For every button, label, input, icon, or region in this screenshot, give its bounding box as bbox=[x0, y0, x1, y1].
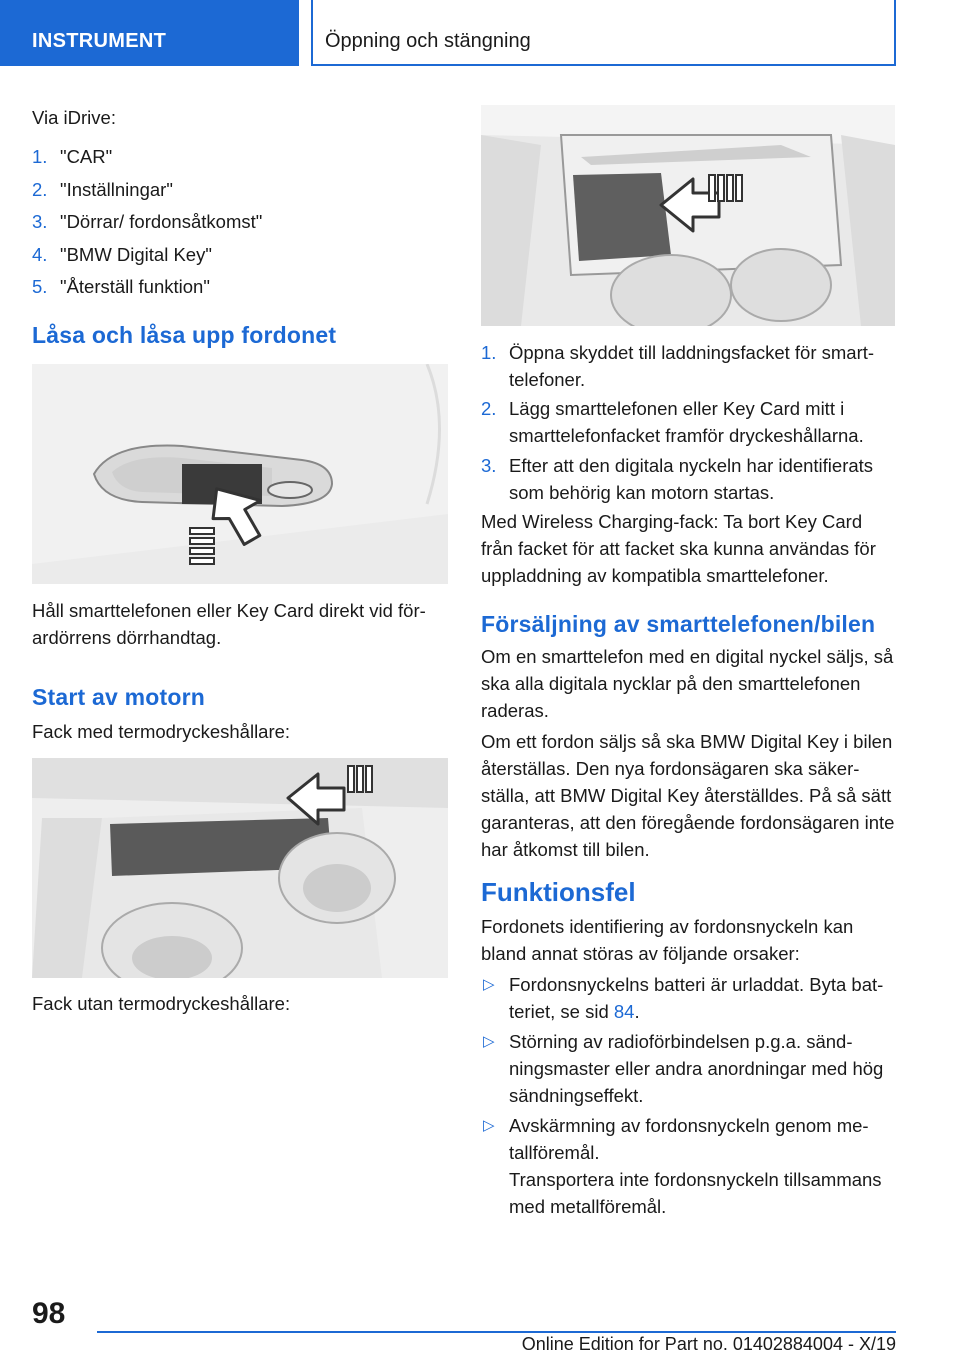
header-chapter-box bbox=[311, 0, 896, 66]
bullet-period: . bbox=[634, 1001, 640, 1022]
paragraph-sale-vehicle: Om ett fordon säljs så ska BMW Digital Key i bilen återställas. Den nya fordonsägaren ska säkerställa, att BMW Digital Key återställdes. På så sätt garanteras, att den föregående fordonsägaren inte har åtkomst till bilen. bbox=[481, 731, 895, 860]
list-item bbox=[481, 971, 895, 1025]
list-item bbox=[481, 339, 895, 393]
step-number: 1. bbox=[32, 146, 48, 167]
step-text: "Dörrar/ fordonsåtkomst" bbox=[60, 211, 263, 232]
step-number: 4. bbox=[32, 244, 48, 265]
list-item bbox=[32, 273, 448, 300]
bullet-text: Fordonsnyckelns batteri är urladdat. Byta batteriet, se sid bbox=[509, 974, 884, 1022]
page-number: 98 bbox=[32, 1297, 66, 1330]
step-text: Lägg smarttelefonen eller Key Card mitt i smarttelefonfacket framför dryckeshållarna. bbox=[509, 398, 864, 446]
step-number: 3. bbox=[32, 211, 48, 232]
bullet-text: Avskärmning av fordonsnyckeln genom metallföremål. bbox=[509, 1115, 869, 1163]
step-number: 3. bbox=[481, 455, 497, 476]
charging-tray-illustration bbox=[481, 105, 895, 326]
step-number: 1. bbox=[481, 342, 497, 363]
step-number: 2. bbox=[32, 179, 48, 200]
section-title: INSTRUMENT bbox=[32, 30, 167, 52]
paragraph-wireless-charging: Med Wireless Charging-fack: Ta bort Key Card från facket för att facket ska kunna användas för uppladdning av kompatibla smarttelefoner. bbox=[481, 511, 876, 586]
step-text: "CAR" bbox=[60, 146, 113, 167]
heading-lock-unlock: Låsa och låsa upp fordonet bbox=[32, 322, 337, 348]
caption-without-cupholder: Fack utan termodryckeshållare: bbox=[32, 993, 291, 1014]
step-text: "Återställ funktion" bbox=[60, 276, 210, 297]
step-text: Öppna skyddet till laddningsfacket för smarttelefoner. bbox=[509, 342, 875, 390]
chapter-title: Öppning och stängning bbox=[325, 30, 531, 52]
heading-sale: Försäljning av smarttelefonen/bilen bbox=[481, 611, 876, 637]
list-item bbox=[32, 208, 448, 235]
list-item bbox=[481, 452, 895, 506]
list-item bbox=[32, 176, 448, 203]
step-number: 2. bbox=[481, 398, 497, 419]
step-text: "Inställningar" bbox=[60, 179, 173, 200]
door-handle-illustration bbox=[32, 364, 448, 584]
paragraph-door-handle: Håll smarttelefonen eller Key Card direkt vid förardörrens dörrhandtag. bbox=[32, 600, 426, 648]
console-with-cupholder-illustration bbox=[32, 758, 448, 978]
bullet-text: Störning av radioförbindelsen p.g.a. sändningsmaster eller andra anordningar med hög sändningseffekt. bbox=[509, 1031, 884, 1106]
paragraph-malfunction: Fordonets identifiering av fordonsnyckeln kan bland annat störas av följande orsaker: bbox=[481, 916, 854, 964]
caption-with-cupholder: Fack med termodryckeshållare: bbox=[32, 721, 291, 742]
heading-start-engine: Start av motorn bbox=[32, 684, 205, 710]
list-item bbox=[481, 1112, 895, 1166]
list-item bbox=[32, 143, 448, 170]
step-text: Efter att den digitala nyckeln har identifierats som behörig kan motorn startas. bbox=[509, 455, 874, 503]
heading-malfunction: Funktionsfel bbox=[481, 877, 636, 907]
bullet-subparagraph: Transportera inte fordonsnyckeln tillsammans med metallföremål. bbox=[509, 1169, 882, 1217]
bullet-triangle-icon: ▷ bbox=[483, 1117, 495, 1134]
list-item bbox=[481, 395, 895, 449]
idrive-intro: Via iDrive: bbox=[32, 107, 116, 128]
header-section-tab[interactable] bbox=[0, 0, 299, 66]
paragraph-sale-phone: Om en smarttelefon med en digital nyckel säljs, så ska alla digitala nycklar på den smarttelefonen raderas. bbox=[481, 646, 894, 721]
list-item bbox=[481, 1028, 895, 1109]
bullet-triangle-icon: ▷ bbox=[483, 1033, 495, 1050]
page-link[interactable]: 84 bbox=[613, 1001, 635, 1022]
footer-divider bbox=[97, 1331, 896, 1333]
list-item bbox=[32, 241, 448, 268]
step-number: 5. bbox=[32, 276, 48, 297]
bullet-triangle-icon: ▷ bbox=[483, 976, 495, 993]
step-text: "BMW Digital Key" bbox=[60, 244, 212, 265]
footer-edition: Online Edition for Part no. 01402884004 - X/19 bbox=[521, 1334, 896, 1354]
